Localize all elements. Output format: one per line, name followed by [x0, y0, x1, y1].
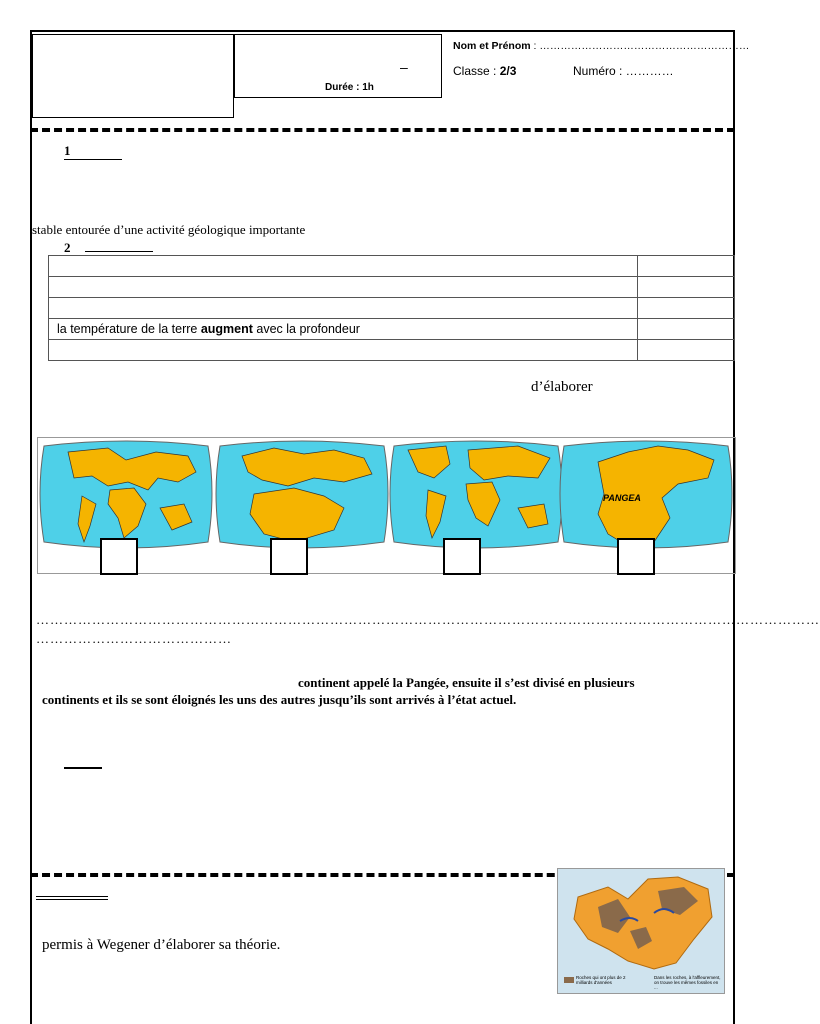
class-field: [453, 64, 516, 78]
q1-number: 1: [64, 143, 122, 160]
part2-underline: [36, 896, 108, 900]
q2-number: 2: [64, 240, 153, 256]
answer-cell[interactable]: [638, 277, 735, 298]
number-field[interactable]: Numéro : …………: [573, 64, 674, 78]
map-3-checkbox[interactable]: [443, 538, 481, 575]
bold-line-1: continent appelé la Pangée, ensuite il s’est divisé en plusieurs: [298, 675, 635, 690]
q3-text: d’élaborer: [531, 379, 593, 395]
header-title-box: [234, 34, 442, 98]
map-3: [390, 441, 562, 548]
answer-cell[interactable]: [638, 298, 735, 319]
table-row: [49, 256, 735, 277]
part2-text: permis à Wegener d’élaborer sa théorie.: [42, 937, 281, 953]
section-divider: [30, 128, 735, 132]
table-row: [49, 298, 735, 319]
figure-legend-1: Roches qui ont plus de 2 milliards d'années: [576, 975, 626, 985]
name-value: : ……………………………………………………: [530, 40, 750, 52]
map-2: [216, 441, 388, 548]
map-1: [40, 441, 212, 548]
answer-line-2[interactable]: ……………………………………: [36, 631, 232, 646]
fossil-figure: [557, 868, 725, 994]
map-2-checkbox[interactable]: [270, 538, 308, 575]
duration: Durée : 1h: [325, 82, 374, 93]
class-label: Classe :: [453, 64, 500, 78]
answer-line-1[interactable]: ……………………………………………………………………………………………………………………………………………………: [36, 612, 820, 627]
true-false-table: [48, 255, 735, 361]
answer-cell[interactable]: [638, 319, 735, 340]
name-label: Nom et Prénom: [453, 40, 531, 52]
map-1-checkbox[interactable]: [100, 538, 138, 575]
header-dash: –: [400, 59, 408, 75]
table-row: [49, 340, 735, 361]
pangea-label: PANGEA: [603, 493, 641, 503]
name-field[interactable]: [453, 40, 749, 52]
answer-cell[interactable]: [638, 256, 735, 277]
map-4: [560, 441, 732, 548]
table-row: [49, 277, 735, 298]
answer-cell[interactable]: [638, 340, 735, 361]
class-value: 2/3: [499, 64, 517, 78]
q4-underline: [64, 767, 102, 769]
map-4-checkbox[interactable]: [617, 538, 655, 575]
table-row: la température de la terre augment avec la profondeur: [49, 319, 735, 340]
top-border: [30, 30, 735, 32]
header-logo-box: [32, 34, 234, 118]
bold-line-2: continents et ils se sont éloignés les uns des autres jusqu’ils sont arrivés à l’état actuel.: [42, 692, 517, 707]
figure-legend-2: Dans les roches, à l'affleurement, on trouve les mêmes fossiles en ...: [654, 975, 721, 990]
q1-text: stable entourée d’une activité géologique importante: [32, 222, 306, 237]
